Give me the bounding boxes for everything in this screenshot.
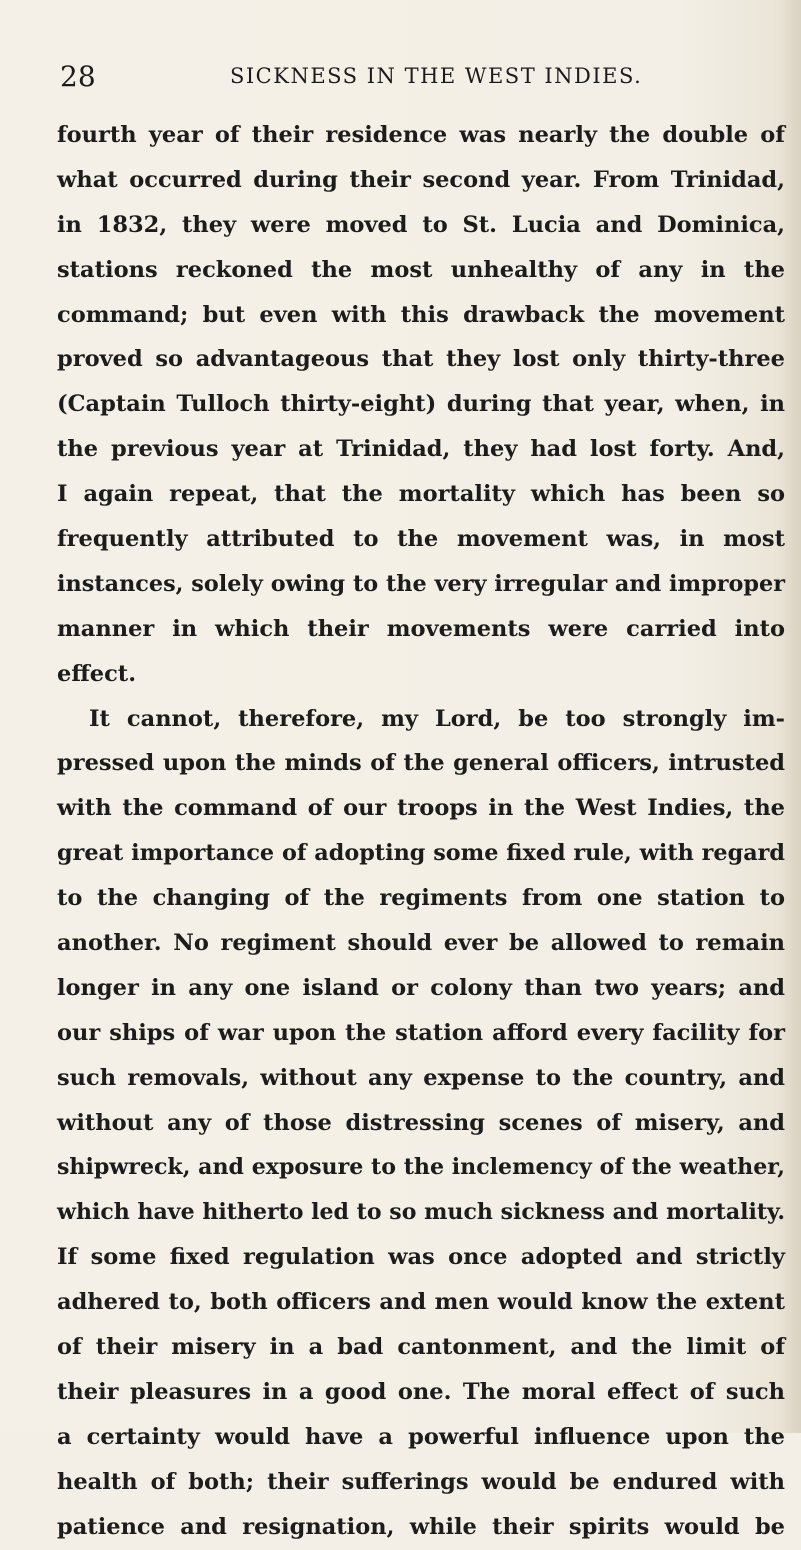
text-line: patience and resignation, while their spirits would be xyxy=(57,1513,785,1540)
paragraph-2 xyxy=(57,697,785,1550)
text-line: (Captain Tulloch thirty-eight) during that year, when, in xyxy=(57,391,785,418)
text-line: great importance of adopting some fixed rule, with regard xyxy=(57,840,785,867)
page-header xyxy=(60,60,780,100)
text-line: what occurred during their second year. From Trinidad, xyxy=(57,166,785,193)
body-text xyxy=(57,113,785,1550)
text-line: I again repeat, that the mortality which has been so xyxy=(57,481,785,508)
text-line: effect. xyxy=(57,660,137,687)
text-line: pressed upon the minds of the general officers, intrusted xyxy=(57,750,785,777)
text-line: health of both; their sufferings would be endured with xyxy=(57,1468,785,1495)
text-line: shipwreck, and exposure to the inclemency of the weather, xyxy=(57,1154,785,1181)
text-line: adhered to, both officers and men would know the extent xyxy=(57,1289,785,1316)
text-line: command; but even with this drawback the movement xyxy=(57,301,785,328)
text-line: stations reckoned the most unhealthy of any in the xyxy=(57,256,785,283)
text-line: longer in any one island or colony than two years; and xyxy=(57,974,785,1001)
text-line: If some fixed regulation was once adopted and strictly xyxy=(57,1244,785,1271)
text-line: a certainty would have a powerful influence upon the xyxy=(57,1423,785,1450)
text-line: without any of those distressing scenes of misery, and xyxy=(57,1109,785,1136)
text-line: which have hitherto led to so much sickness and mortality. xyxy=(57,1199,785,1226)
text-line: of their misery in a bad cantonment, and the limit of xyxy=(57,1334,785,1361)
text-line: our ships of war upon the station afford every facility for xyxy=(57,1019,785,1046)
text-line: the previous year at Trinidad, they had lost forty. And, xyxy=(57,436,785,463)
text-line: in 1832, they were moved to St. Lucia and Dominica, xyxy=(57,211,785,238)
text-line: with the command of our troops in the West Indies, the xyxy=(57,795,785,822)
text-line: instances, solely owing to the very irregular and improper xyxy=(57,570,785,597)
text-line: manner in which their movements were carried into xyxy=(57,615,785,642)
text-line: to the changing of the regiments from one station to xyxy=(57,885,785,912)
text-line: fourth year of their residence was nearly the double of xyxy=(57,122,785,148)
text-line: their pleasures in a good one. The moral effect of such xyxy=(57,1378,785,1405)
text-line: frequently attributed to the movement was, in most xyxy=(57,526,785,553)
text-line: another. No regiment should ever be allowed to remain xyxy=(57,930,785,957)
text-line: It cannot, therefore, my Lord, be too strongly im- xyxy=(89,705,785,732)
paragraph-1 xyxy=(57,113,785,697)
running-head: SICKNESS IN THE WEST INDIES. xyxy=(230,64,643,88)
text-line: such removals, without any expense to the country, and xyxy=(57,1064,785,1091)
page-number: 28 xyxy=(60,60,96,93)
text-line: proved so advantageous that they lost only thirty-three xyxy=(57,346,785,373)
